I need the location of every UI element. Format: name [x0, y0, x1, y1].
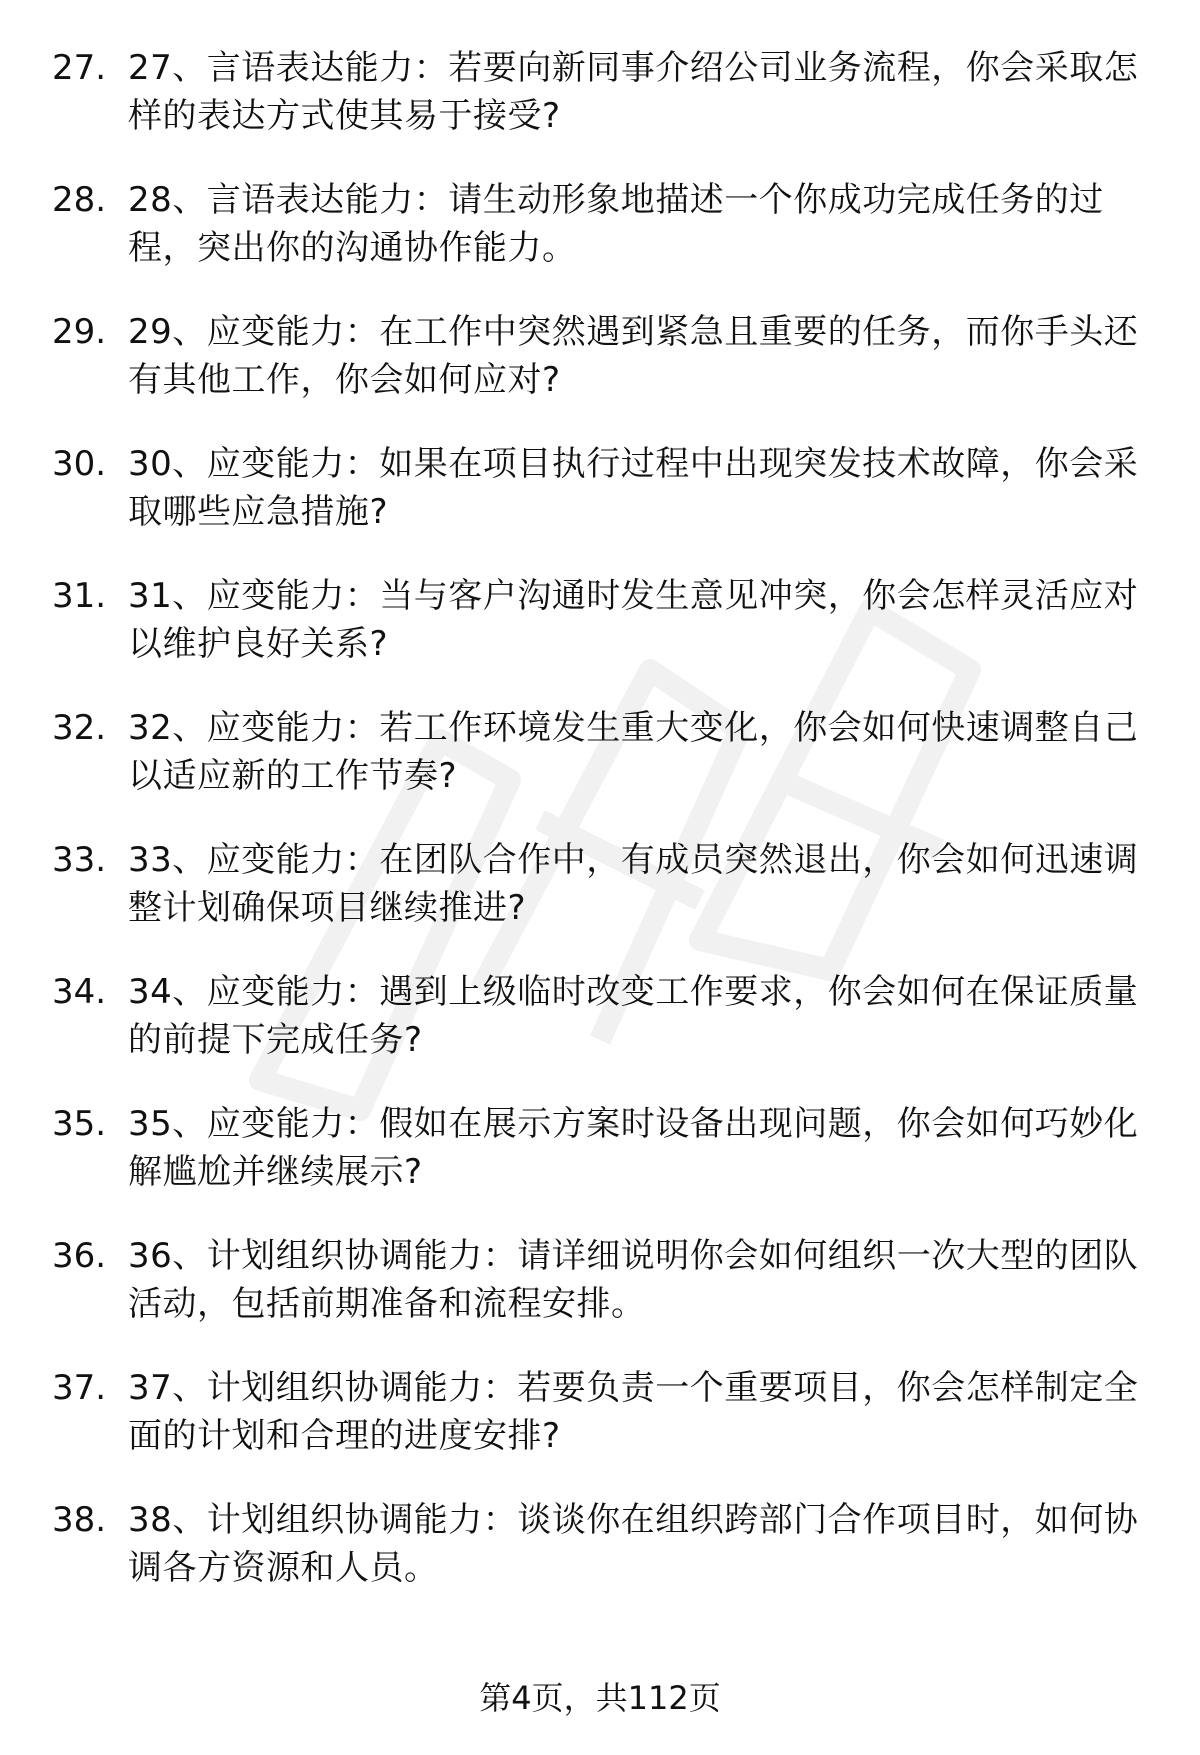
item-text: 37、计划组织协调能力：若要负责一个重要项目，你会怎样制定全面的计划和合理的进度安排?: [128, 1368, 1139, 1456]
item-text: 30、应变能力：如果在项目执行过程中出现突发技术故障，你会采取哪些应急措施?: [128, 444, 1139, 532]
item-number: 35.: [52, 1104, 107, 1144]
item-text: 31、应变能力：当与客户沟通时发生意见冲突，你会怎样灵活应对以维护良好关系?: [128, 576, 1139, 664]
list-item: [0, 968, 1200, 1100]
page-footer: 第4页，共112页: [479, 1679, 721, 1717]
item-number: 31.: [52, 576, 107, 616]
list-item: [0, 1100, 1200, 1232]
item-number: 28.: [52, 180, 107, 220]
list-item: [0, 308, 1200, 440]
item-number: 37.: [52, 1368, 107, 1408]
item-number: 34.: [52, 972, 107, 1012]
item-text: 36、计划组织协调能力：请详细说明你会如何组织一次大型的团队活动，包括前期准备和流程安排。: [128, 1236, 1139, 1324]
item-text: 34、应变能力：遇到上级临时改变工作要求，你会如何在保证质量的前提下完成任务?: [128, 972, 1139, 1060]
list-item: [0, 1232, 1200, 1364]
item-number: 30.: [52, 444, 107, 484]
list-item: [0, 704, 1200, 836]
item-text: 38、计划组织协调能力：谈谈你在组织跨部门合作项目时，如何协调各方资源和人员。: [128, 1500, 1139, 1588]
item-number: 27.: [52, 48, 107, 88]
list-item: [0, 572, 1200, 704]
list-item: [0, 1364, 1200, 1496]
item-number: 36.: [52, 1236, 107, 1276]
item-number: 38.: [52, 1500, 107, 1540]
item-text: 35、应变能力：假如在展示方案时设备出现问题，你会如何巧妙化解尴尬并继续展示?: [128, 1104, 1139, 1192]
item-number: 33.: [52, 840, 107, 880]
item-number: 32.: [52, 708, 107, 748]
item-text: 33、应变能力：在团队合作中，有成员突然退出，你会如何迅速调整计划确保项目继续推进?: [128, 840, 1139, 928]
item-text: 28、言语表达能力：请生动形象地描述一个你成功完成任务的过程，突出你的沟通协作能力。: [128, 180, 1104, 268]
list-item: [0, 1496, 1200, 1628]
question-list: [0, 44, 1200, 1628]
list-item: [0, 440, 1200, 572]
item-text: 32、应变能力：若工作环境发生重大变化，你会如何快速调整自己以适应新的工作节奏?: [128, 708, 1139, 796]
list-item: [0, 176, 1200, 308]
item-text: 29、应变能力：在工作中突然遇到紧急且重要的任务，而你手头还有其他工作，你会如何应对?: [128, 312, 1139, 400]
list-item: [0, 44, 1200, 176]
item-text: 27、言语表达能力：若要向新同事介绍公司业务流程，你会采取怎样的表达方式使其易于接受?: [128, 48, 1139, 136]
item-number: 29.: [52, 312, 107, 352]
list-item: [0, 836, 1200, 968]
